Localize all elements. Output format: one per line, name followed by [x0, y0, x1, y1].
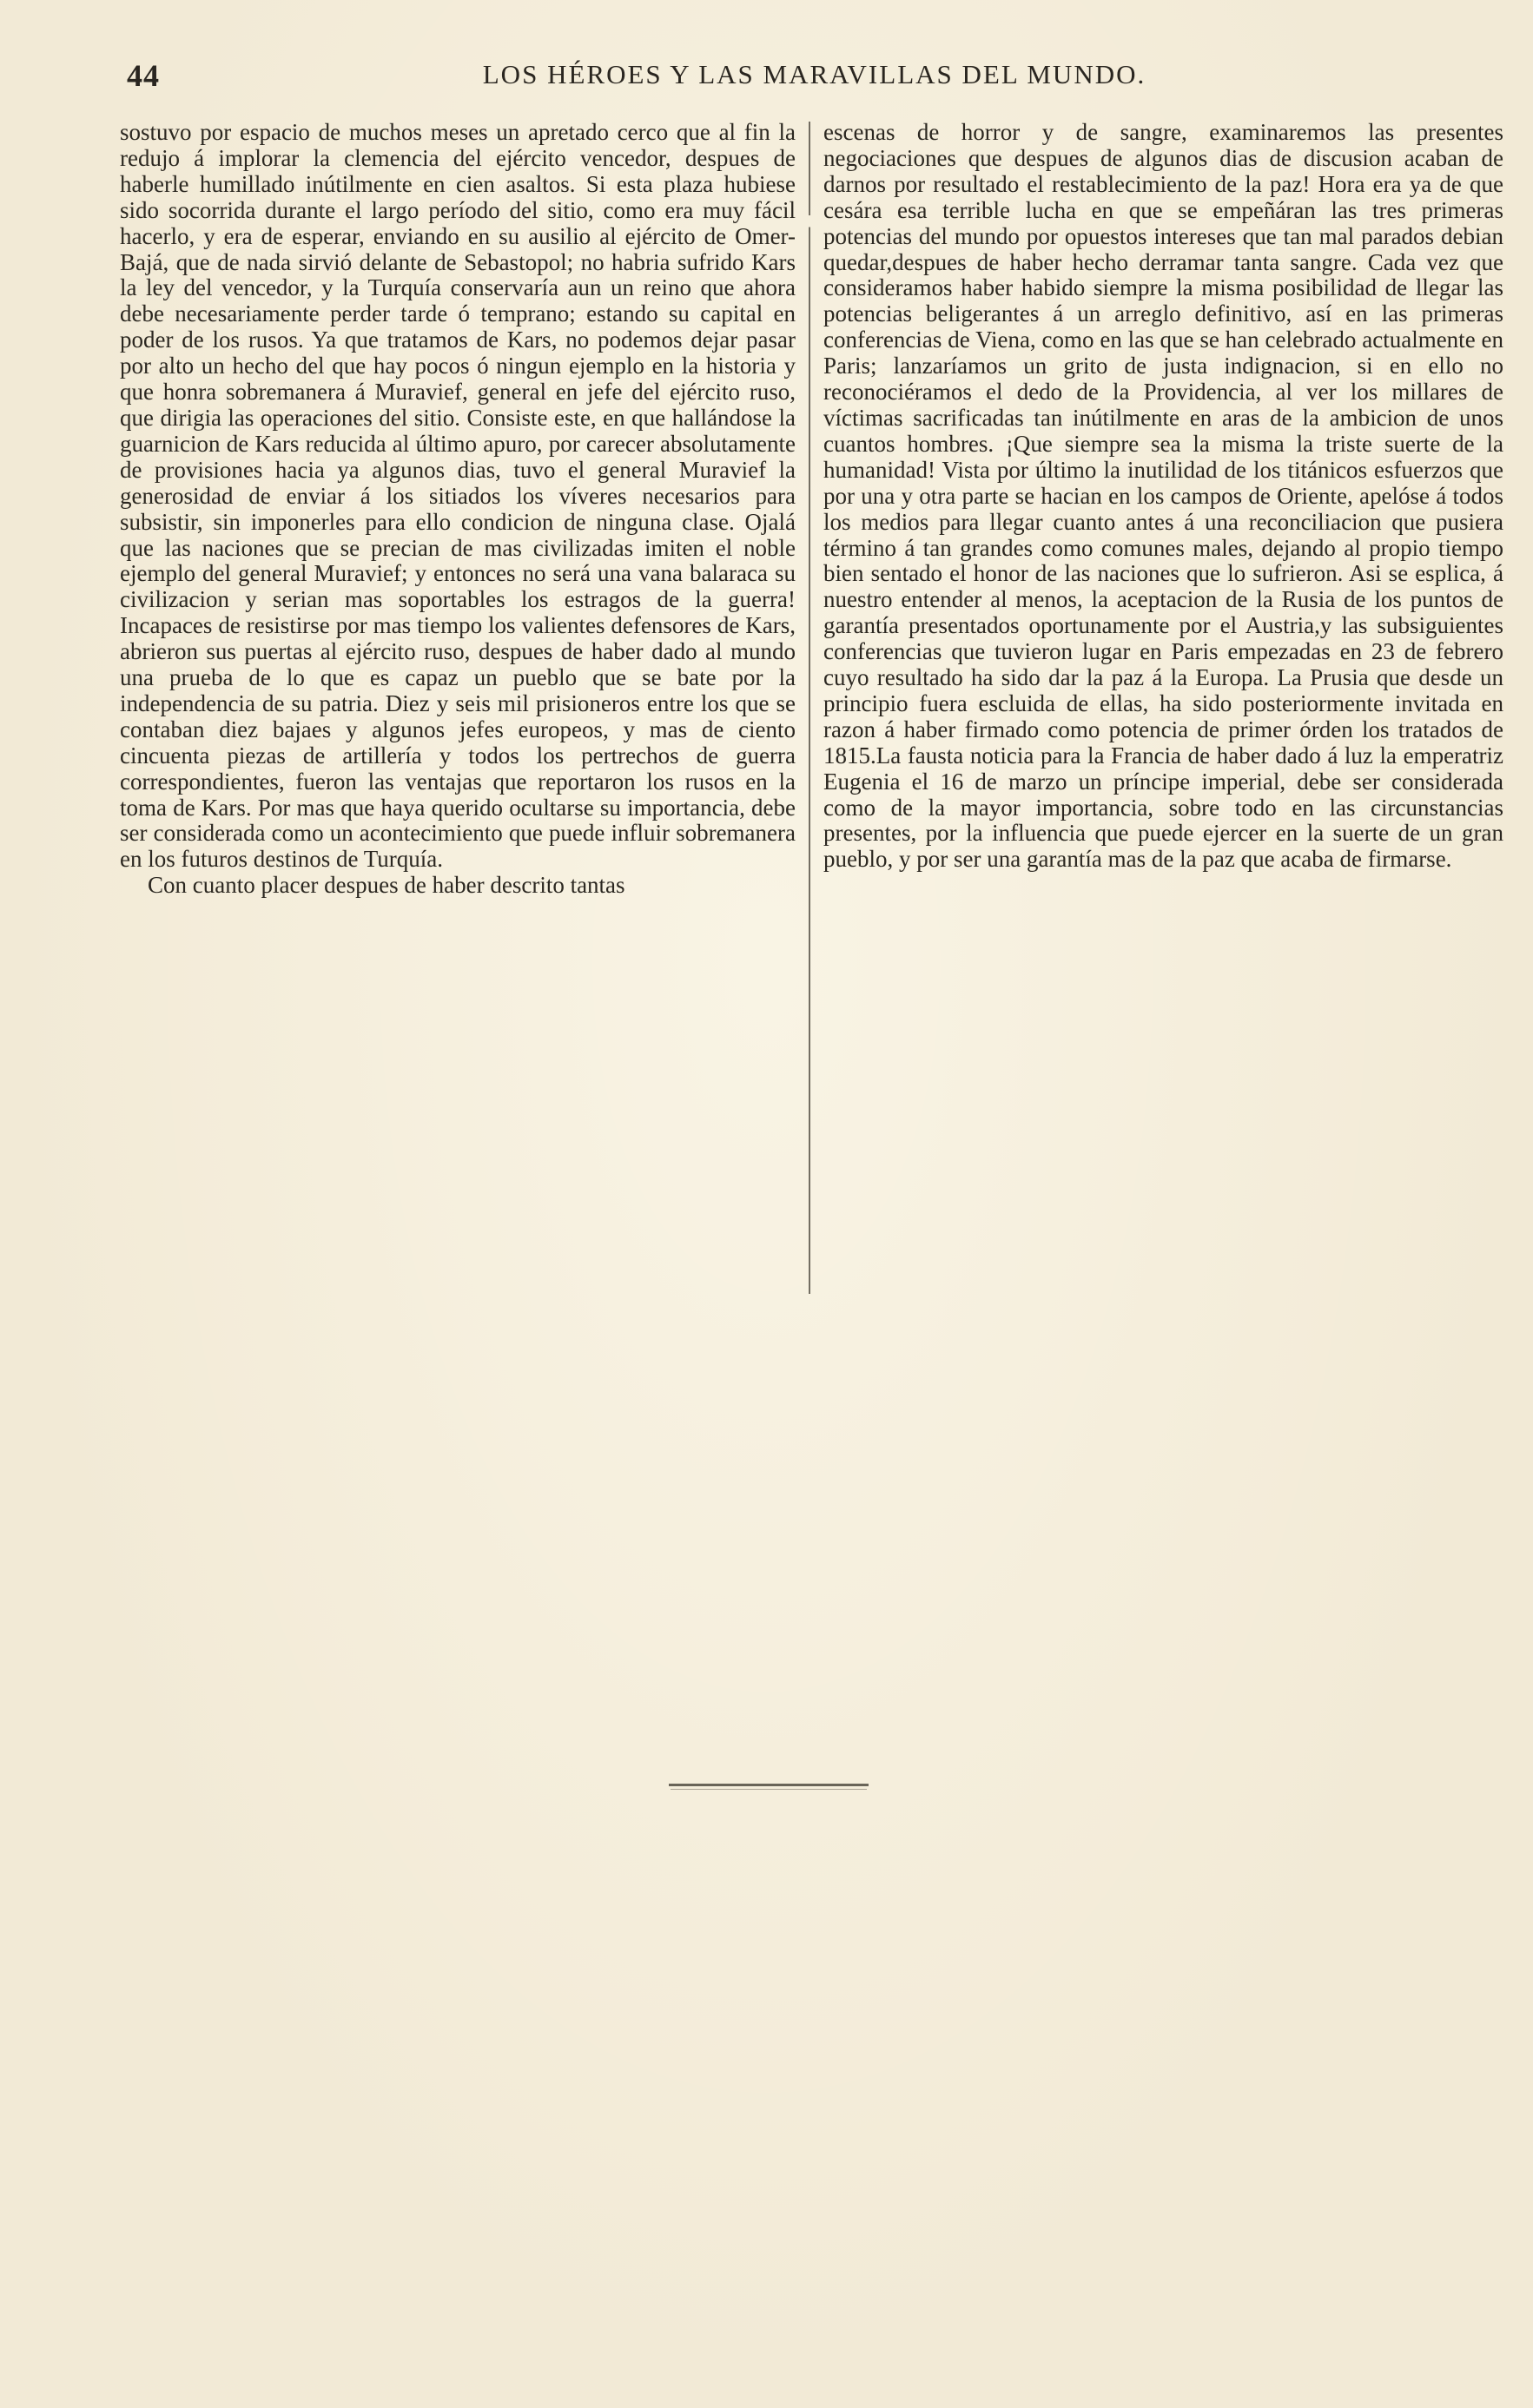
right-column	[823, 120, 1503, 873]
right-paragraph-1: escenas de horror y de sangre, examinaremos las presentes negociaciones que despues de algunos dias de discusion acaban de darnos por resultado el restablecimiento de la paz! Hora era ya de que cesára esa terrible lucha en que se empeñáran las tres primeras potencias del mundo por opuestos intereses que tan mal parados debian quedar,despues de haber hecho derramar tanta sangre. Cada vez que consideramos haber habido siempre la misma posibilidad de llegar las potencias beligerantes á un arreglo definitivo, así en las primeras conferencias de Viena, como en las que se han celebrado actualmente en Paris; lanzaríamos un grito de justa indignacion, si en ello no reconociéramos el dedo de la Providencia, al ver los millares de víctimas sacrificadas tan inútilmente en aras de la ambicion de unos cuantos hombres. ¡Que siempre sea la misma la triste suerte de la humanidad! Vista por último la inutilidad de los titánicos esfuerzos que por una y otra parte se hacian en los campos de Oriente, apelóse á todos los medios para llegar cuanto antes á una reconciliacion que pusiera término á tan grandes como comunes males, dejando al propio tiempo bien sentado el honor de las naciones que lo sufrieron. Asi se esplica, á nuestro entender al menos, la aceptacion de la Rusia de los puntos de garantía presentados oportunamente por el Austria,y las subsiguientes conferencias que tuvieron lugar en Paris empezadas en 23 de febrero cuyo resultado ha sido dar la paz á la Europa. La Prusia que desde un principio fuera escluida de ellas, ha sido posteriormente invitada en razon á haber firmado como potencia de primer órden los tratados de 1815.La fausta noticia para la Francia de haber dado á luz la emperatriz Eugenia el 16 de marzo un príncipe imperial, debe ser considerada como de la mayor importancia, sobre todo en las circunstancias presentes, por la influencia que puede ejercer en la suerte de un gran pueblo, y por ser una garantía mas de la paz que acaba de firmarse.	[823, 119, 1503, 873]
end-rule-thin	[671, 1789, 867, 1790]
left-paragraph-1: sostuvo por espacio de muchos meses un apretado cerco que al fin la redujo á implorar la clemencia del ejército vencedor, despues de haberle humillado inútilmente en cien asaltos. Si esta plaza hubiese sido socorrida durante el largo período del sitio, como era muy fácil hacerlo, y era de esperar, enviando en su ausilio al ejército de Omer-Bajá, que de nada sirvió delante de Sebastopol; no habria sufrido Kars la ley del vencedor, y la Turquía conservaría aun un reino que ahora debe necesariamente perder tarde ó temprano; estando su capital en poder de los rusos. Ya que tratamos de Kars, no podemos dejar pasar por alto un hecho del que hay pocos ó ningun ejemplo en la historia y que honra sobremanera á Muravief, general en jefe del ejército ruso, que dirigia las operaciones del sitio. Consiste este, en que hallándose la guarnicion de Kars reducida al último apuro, por carecer absolutamente de provisiones hacia ya algunos dias, tuvo el general Muravief la generosidad de enviar á los sitiados los víveres necesarios para subsistir, sin imponerles para ello condicion de ninguna clase. Ojalá que las naciones que se precian de mas civilizadas imiten el noble ejemplo del general Muravief; y entonces no será una vana balaraca su civilizacion y serian mas soportables los estragos de la guerra! Incapaces de resistirse por mas tiempo los valientes defensores de Kars, abrieron sus puertas al ejército ruso, despues de haber dado al mundo una prueba de lo que es capaz un pueblo que se bate por la independencia de su patria. Diez y seis mil prisioneros entre los que se contaban diez bajaes y algunos jefes europeos, y mas de ciento cincuenta piezas de artillería y todos los pertrechos de guerra correspondientes, fueron las ventajas que reportaron los rusos en la toma de Kars. Por mas que haya querido ocultarse su importancia, debe ser considerada como un acontecimiento que puede influir sobremanera en los futuros destinos de Turquía.	[120, 119, 796, 873]
running-head: LOS HÉROES Y LAS MARAVILLAS DEL MUNDO.	[482, 59, 1146, 89]
left-column	[120, 120, 796, 899]
column-divider	[809, 122, 810, 1294]
end-rule	[669, 1784, 869, 1786]
left-paragraph-2: Con cuanto placer despues de haber descrito tantas	[148, 872, 625, 899]
page-number: 44	[127, 58, 160, 93]
